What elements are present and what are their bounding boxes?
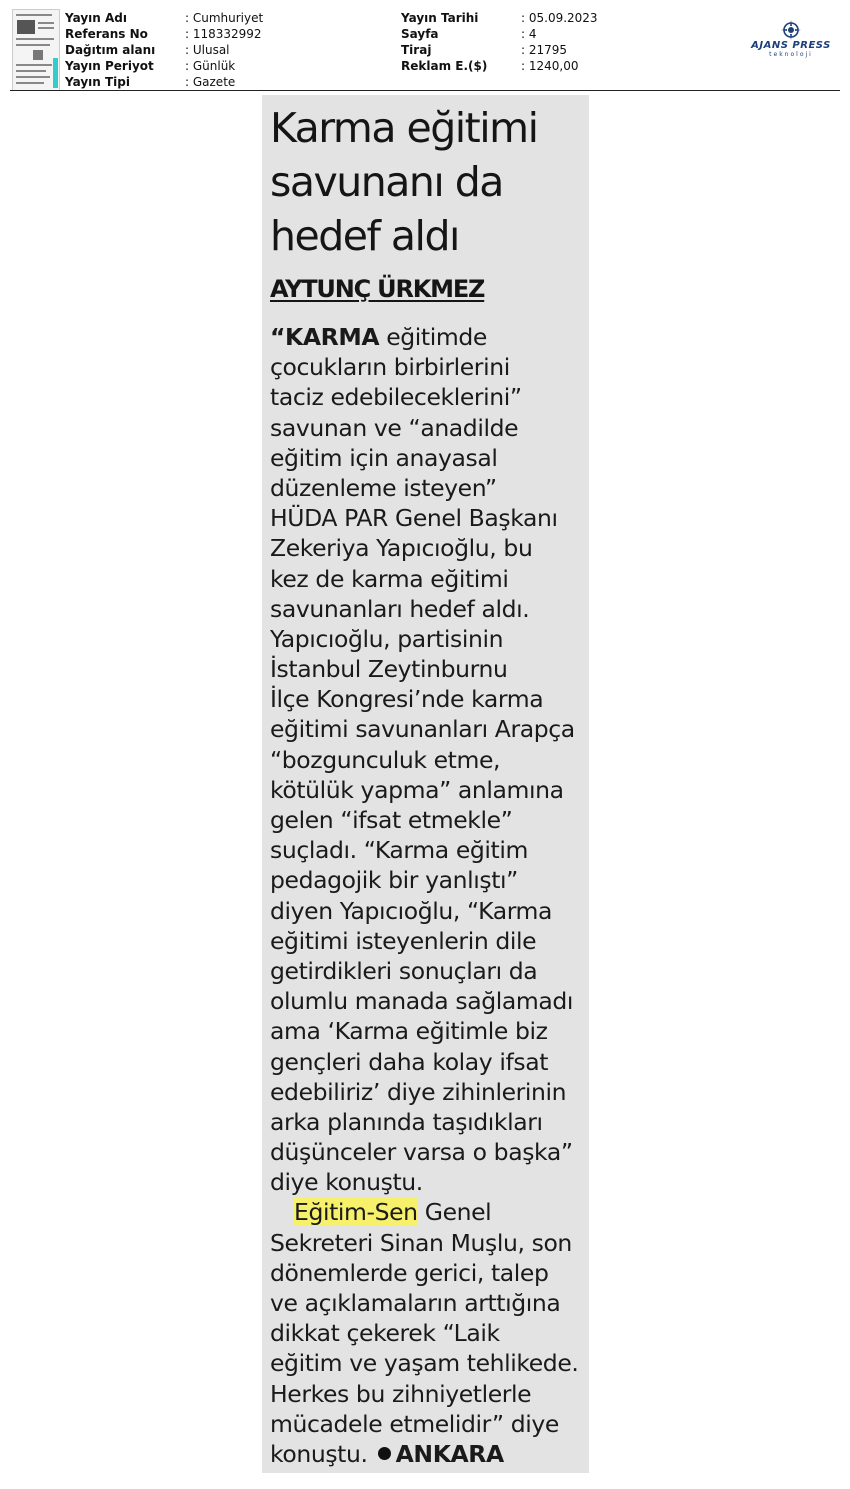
meta-label: Yayın Tipi bbox=[65, 75, 130, 89]
article-line: “bozgunculuk etme, bbox=[270, 745, 501, 774]
meta-value: : Cumhuriyet bbox=[185, 11, 264, 25]
publication-meta-right bbox=[401, 10, 598, 74]
meta-label: Yayın Periyot bbox=[65, 59, 154, 73]
article-line: düşünceler varsa o başka” bbox=[270, 1138, 573, 1167]
meta-label: Referans No bbox=[65, 27, 148, 41]
ajans-press-logo bbox=[742, 20, 840, 60]
article-line: Herkes bu zihniyetlerle bbox=[270, 1379, 532, 1408]
meta-row bbox=[401, 42, 598, 58]
p2-first-rest: Genel bbox=[417, 1198, 492, 1227]
meta-value: : 1240,00 bbox=[521, 59, 579, 73]
article-line: edebiliriz’ diye zihinlerinin bbox=[270, 1077, 567, 1106]
article-line: eğitim ve yaşam tehlikede. bbox=[270, 1349, 579, 1378]
meta-row bbox=[401, 26, 598, 42]
meta-row bbox=[401, 58, 598, 74]
article-line: çocukların birbirlerini bbox=[270, 353, 510, 382]
article-line: taciz edebileceklerini” bbox=[270, 383, 522, 412]
meta-label: Tiraj bbox=[401, 43, 432, 57]
article-line: olumlu manada sağlamadı bbox=[270, 987, 573, 1016]
article-paragraph-2-start bbox=[270, 1197, 588, 1227]
article-line: düzenleme isteyen” bbox=[270, 473, 497, 502]
article-last-line bbox=[270, 1439, 588, 1469]
meta-row bbox=[65, 42, 263, 58]
article-body bbox=[270, 322, 588, 1469]
publication-meta-left bbox=[65, 10, 263, 90]
meta-label: Dağıtım alanı bbox=[65, 43, 156, 57]
article-line: suçladı. “Karma eğitim bbox=[270, 836, 528, 865]
article-line: İstanbul Zeytinburnu bbox=[270, 655, 508, 684]
article-line: İlçe Kongresi’nde karma bbox=[270, 685, 544, 714]
meta-value: : Ulusal bbox=[185, 43, 230, 57]
newspaper-thumbnail bbox=[12, 9, 60, 91]
article-line: eğitimi savunanları Arapça bbox=[270, 715, 575, 744]
meta-label: Yayın Tarihi bbox=[401, 11, 479, 25]
logo-tagline: teknoloji bbox=[769, 51, 813, 58]
article-line: HÜDA PAR Genel Başkanı bbox=[270, 504, 558, 533]
meta-value: : 4 bbox=[521, 27, 537, 41]
meta-label: Reklam E.($) bbox=[401, 59, 488, 73]
article-line: arka planında taşıdıkları bbox=[270, 1107, 543, 1136]
meta-row bbox=[65, 58, 263, 74]
article-line: Sekreteri Sinan Muşlu, son bbox=[270, 1228, 572, 1257]
meta-row bbox=[65, 74, 263, 90]
meta-row bbox=[401, 10, 598, 26]
article-line: savunan ve “anadilde bbox=[270, 413, 519, 442]
article-line: Zekeriya Yapıcıoğlu, bu bbox=[270, 534, 533, 563]
article-paragraph-1 bbox=[270, 352, 588, 1197]
article-paragraph-2 bbox=[270, 1228, 588, 1439]
article-line: kötülük yapma” anlamına bbox=[270, 775, 564, 804]
meta-value: : 05.09.2023 bbox=[521, 11, 598, 25]
meta-value: : Gazete bbox=[185, 75, 236, 89]
compass-icon bbox=[781, 20, 801, 40]
meta-value: : 21795 bbox=[521, 43, 568, 57]
article-line: dikkat çekerek “Laik bbox=[270, 1319, 500, 1348]
article-line: Yapıcıoğlu, partisinin bbox=[270, 624, 504, 653]
last-line-text: konuştu. bbox=[270, 1439, 368, 1468]
article-line: eğitimi isteyenlerin dile bbox=[270, 926, 537, 955]
meta-label: Sayfa bbox=[401, 27, 439, 41]
highlighted-keyword: Eğitim-Sen bbox=[294, 1198, 418, 1227]
article-headline: Karma eğitimi savunanı da hedef aldı bbox=[270, 104, 538, 260]
meta-row bbox=[65, 10, 263, 26]
article-line: eğitim için anayasal bbox=[270, 443, 498, 472]
article-line: gelen “ifsat etmekle” bbox=[270, 806, 513, 834]
article-line: ve açıklamaların arttığına bbox=[270, 1289, 561, 1317]
meta-row bbox=[65, 26, 263, 42]
article-line: mücadele etmelidir” diye bbox=[270, 1409, 559, 1438]
article-author: AYTUNÇ ÜRKMEZ bbox=[270, 275, 485, 303]
article-line: gençleri daha kolay ifsat bbox=[270, 1047, 549, 1076]
bullet-dot-icon bbox=[378, 1447, 391, 1460]
article-line: dönemlerde gerici, talep bbox=[270, 1258, 549, 1287]
article-line: kez de karma eğitimi bbox=[270, 564, 509, 593]
article-line: ama ‘Karma eğitimle biz bbox=[270, 1017, 548, 1046]
dateline: ANKARA bbox=[395, 1439, 504, 1468]
article-clipping bbox=[262, 95, 589, 1473]
article-line: diye konuştu. bbox=[270, 1168, 423, 1197]
article-line: getirdikleri sonuçları da bbox=[270, 956, 538, 985]
article-line: diyen Yapıcıoğlu, “Karma bbox=[270, 896, 553, 925]
meta-value: : 118332992 bbox=[185, 27, 262, 41]
meta-value: : Günlük bbox=[185, 59, 236, 73]
article-line: savunanları hedef aldı. bbox=[270, 594, 530, 623]
article-line: pedagojik bir yanlıştı” bbox=[270, 866, 518, 895]
header-divider bbox=[10, 90, 840, 91]
meta-label: Yayın Adı bbox=[65, 11, 127, 25]
lead-word: “KARMA bbox=[270, 323, 380, 351]
logo-brand: AJANS PRESS bbox=[751, 40, 831, 51]
lead-rest: eğitimde bbox=[379, 323, 487, 351]
article-lead-line bbox=[270, 322, 588, 352]
